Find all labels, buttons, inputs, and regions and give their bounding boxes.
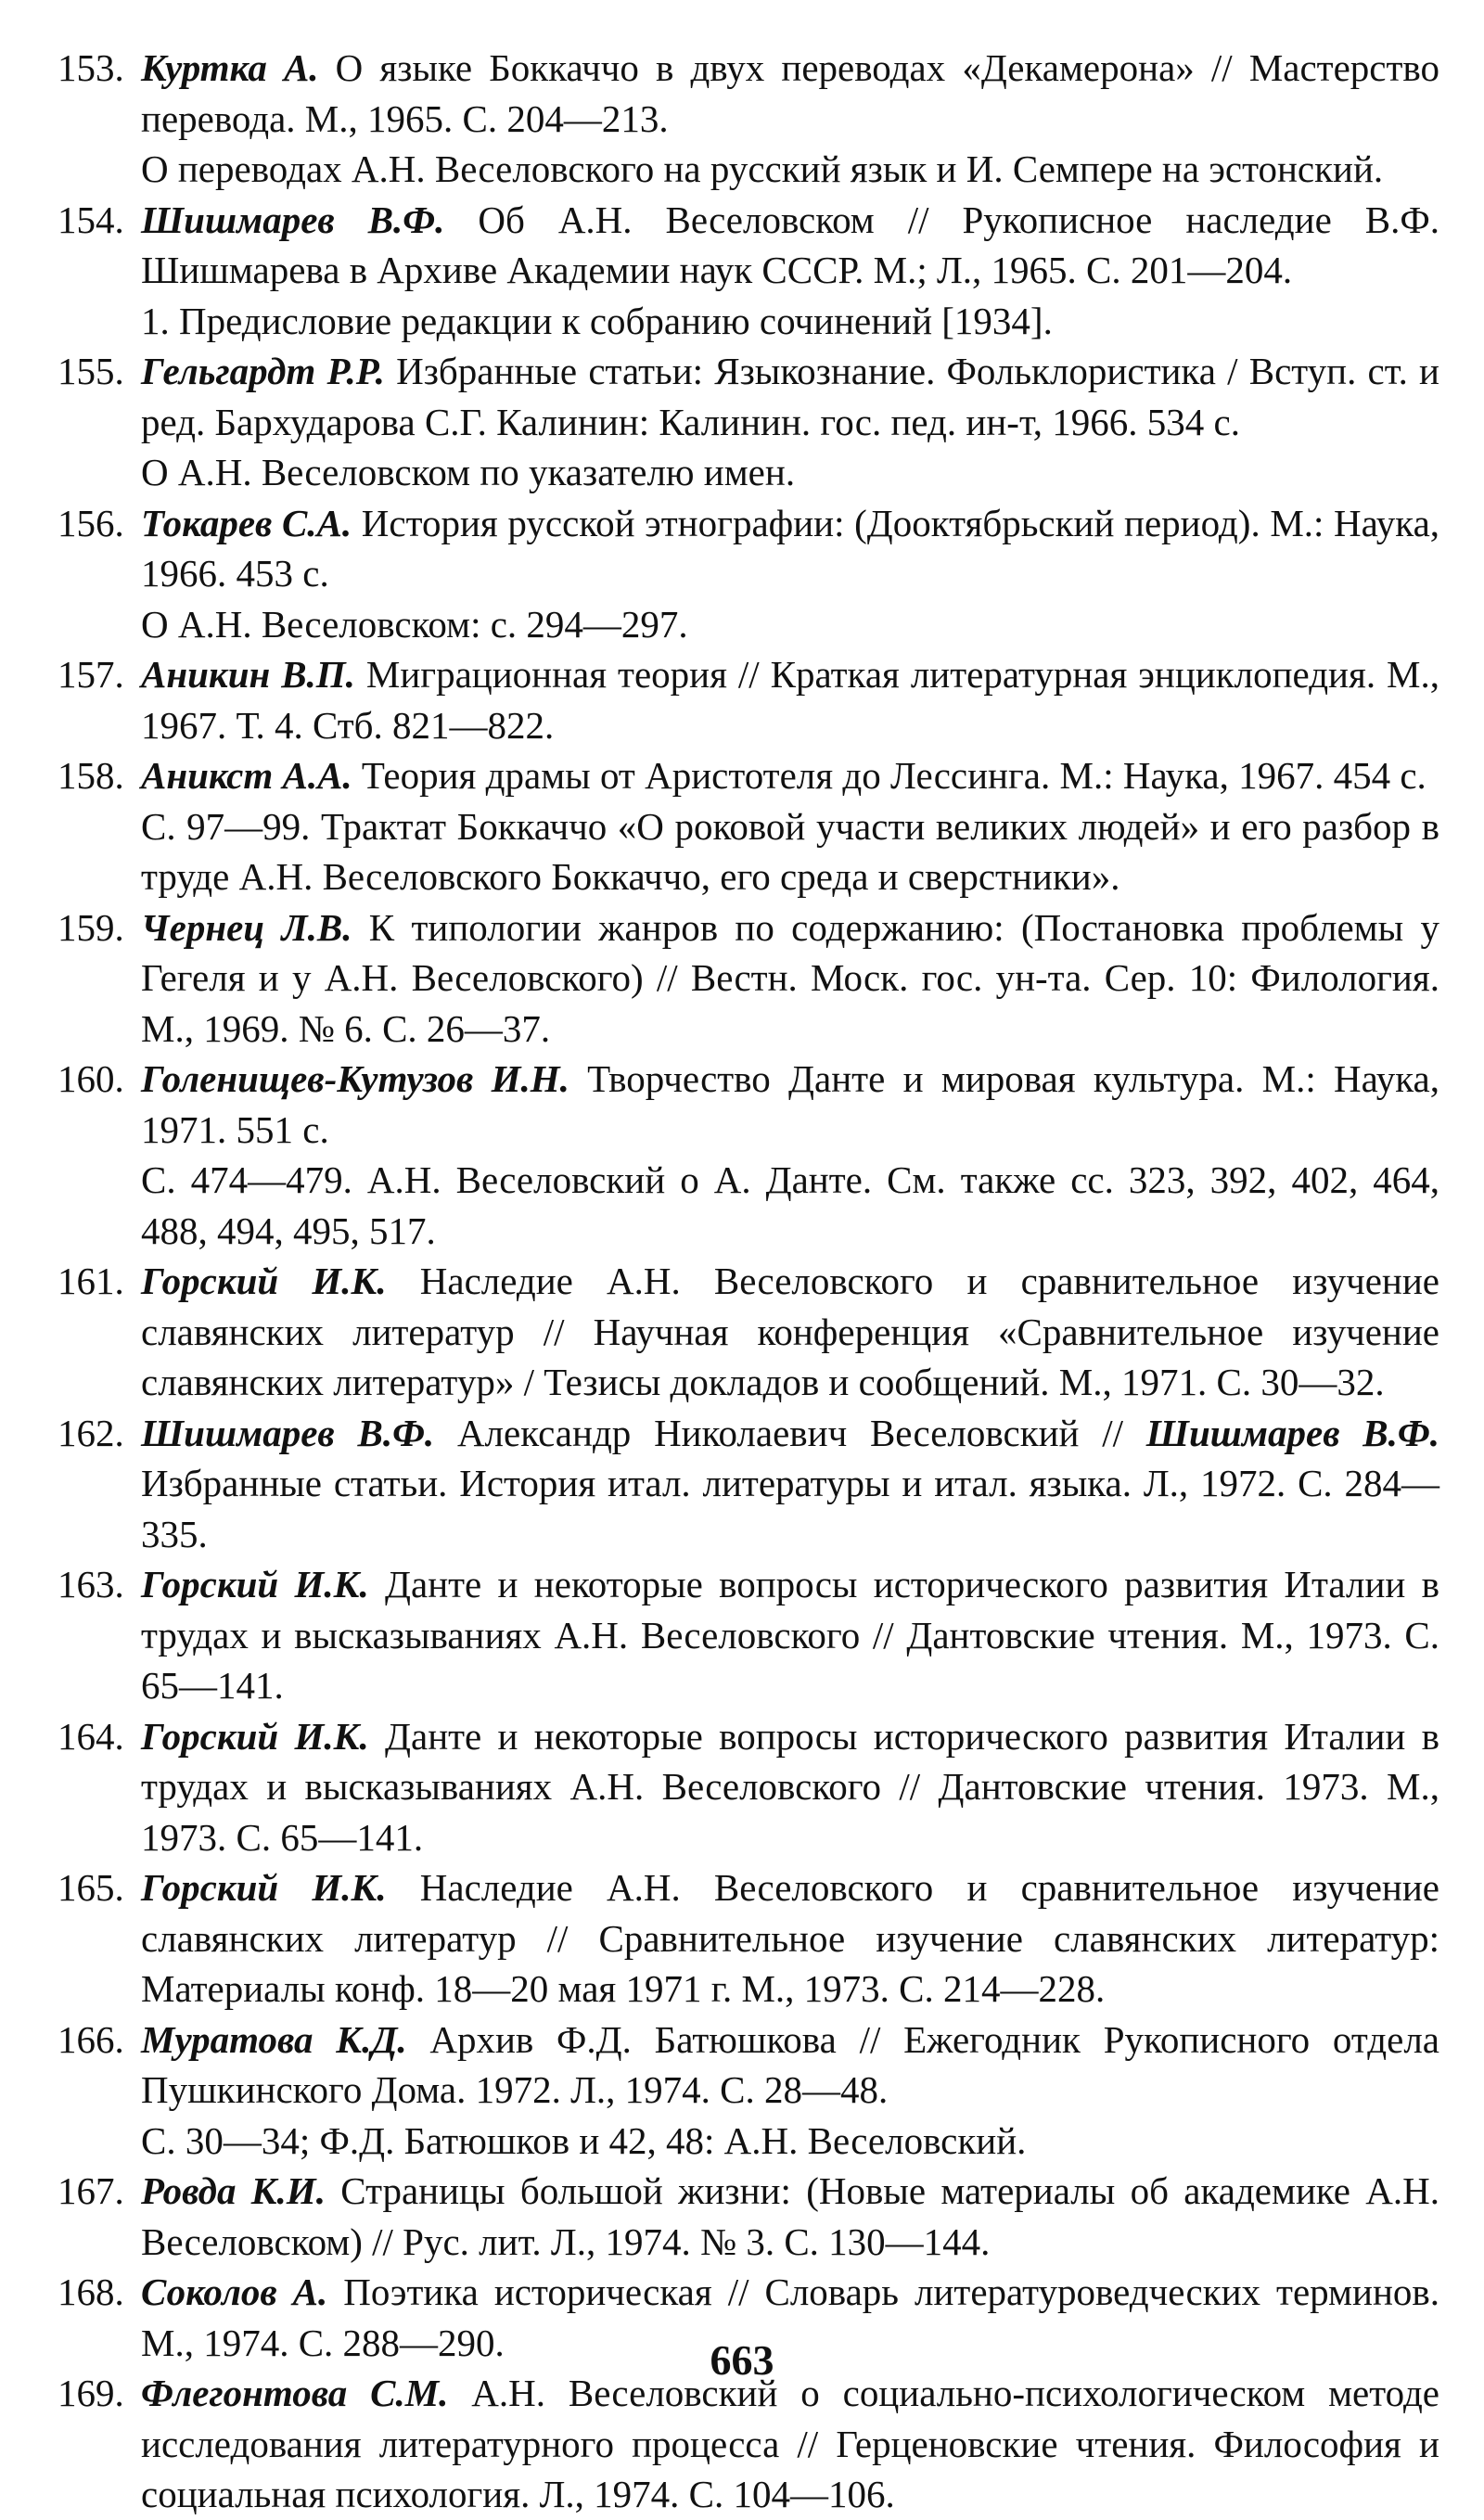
entry-number: 167. bbox=[58, 2169, 124, 2212]
entry-body bbox=[141, 653, 1439, 747]
entry-author: Аникин В.П. bbox=[141, 653, 355, 696]
entry-body bbox=[141, 1412, 1439, 1555]
entry-note: С. 474—479. А.Н. Веселовский о А. Данте. См. также сс. 323, 392, 402, 464, 488, 494, 495, 517. bbox=[141, 1158, 1439, 1252]
entry-text: О языке Боккаччо в двух переводах «Декамерона» // Мастерство перевода. М., 1965. С. 204—213. bbox=[141, 46, 1439, 140]
entry-body bbox=[141, 2372, 1439, 2515]
entry-note: О переводах А.Н. Веселовского на русский язык и И. Семпере на эстонский. bbox=[141, 147, 1384, 190]
bibliography-entry bbox=[58, 750, 1439, 902]
entry-author: Соколов А. bbox=[141, 2271, 328, 2313]
entry-body bbox=[141, 2169, 1439, 2263]
entry-number: 161. bbox=[58, 1260, 124, 1302]
entry-body bbox=[141, 1563, 1439, 1707]
entry-number: 166. bbox=[58, 2017, 124, 2061]
bibliography-entry bbox=[58, 2368, 1439, 2520]
entry-text: Миграционная теория // Краткая литературная энциклопедия. М., 1967. Т. 4. Стб. 821—822. bbox=[141, 653, 1439, 747]
entry-text: Александр Николаевич Веселовский // bbox=[434, 1411, 1146, 1454]
entry-body bbox=[141, 754, 1426, 797]
bibliography-page bbox=[58, 43, 1439, 2520]
entry-note: С. 97—99. Трактат Боккаччо «О роковой участи великих людей» и его разбор в труде А.Н. Веселовского Боккаччо, его среда и сверстники». bbox=[141, 804, 1439, 898]
bibliography-entry bbox=[58, 2015, 1439, 2167]
entry-body bbox=[141, 1057, 1439, 1151]
entry-author: Шишмарев В.Ф. bbox=[141, 1411, 435, 1454]
bibliography-entry bbox=[58, 902, 1439, 1055]
entry-author: Куртка А. bbox=[141, 46, 319, 89]
bibliography-entry bbox=[58, 498, 1439, 650]
bibliography-entry bbox=[58, 1711, 1439, 1863]
entry-body bbox=[141, 1715, 1439, 1859]
bibliography-entry bbox=[58, 43, 1439, 195]
entry-author: Горский И.К. bbox=[141, 1260, 387, 1302]
entry-body bbox=[141, 2018, 1439, 2112]
entry-author: Горский И.К. bbox=[141, 1714, 369, 1758]
entry-author: Муратова К.Д. bbox=[141, 2017, 407, 2061]
entry-text: Данте и некоторые вопросы исторического развития Италии в трудах и высказываниях А.Н. Веселовского // Дантовские чтения. 1973. М., 1973. С. 65—141. bbox=[141, 1714, 1439, 1859]
entry-text: Творчество Данте и мировая культура. М.: Наука, 1971. 551 с. bbox=[141, 1057, 1439, 1151]
entry-author: Горский И.К. bbox=[141, 1866, 387, 1909]
bibliography-list bbox=[58, 43, 1439, 2520]
entry-number: 163. bbox=[58, 1563, 124, 1605]
entry-text: Архив Ф.Д. Батюшкова // Ежегодник Рукописного отдела Пушкинского Дома. 1972. Л., 1974. С. 28—48. bbox=[141, 2017, 1439, 2111]
entry-number: 160. bbox=[58, 1057, 124, 1100]
entry-number: 155. bbox=[58, 350, 124, 392]
entry-author: Чернец Л.В. bbox=[141, 905, 352, 949]
bibliography-entry bbox=[58, 1054, 1439, 1256]
entry-note: 1. Предисловие редакции к собранию сочинений [1934]. bbox=[141, 299, 1053, 342]
entry-number: 164. bbox=[58, 1714, 124, 1758]
entry-text: Об А.Н. Веселовском // Рукописное наследие В.Ф. Шишмарева в Архиве Академии наук СССР. М.; Л., 1965. С. 201—204. bbox=[141, 198, 1439, 291]
entry-number: 156. bbox=[58, 501, 124, 544]
entry-number: 153. bbox=[58, 46, 124, 89]
bibliography-entry bbox=[58, 2166, 1439, 2267]
entry-author: Аникст А.А. bbox=[141, 754, 352, 797]
entry-number: 169. bbox=[58, 2372, 124, 2414]
entry-number: 154. bbox=[58, 198, 124, 241]
bibliography-entry bbox=[58, 195, 1439, 347]
entry-number: 165. bbox=[58, 1866, 124, 1909]
bibliography-entry bbox=[58, 649, 1439, 750]
entry-text: Наследие А.Н. Веселовского и сравнительное изучение славянских литератур // Научная конференция «Сравнительное изучение славянских литератур» / Тезисы докладов и сообщений. М., 1971. С. 30—32. bbox=[141, 1260, 1439, 1403]
entry-number: 159. bbox=[58, 905, 124, 949]
entry-author: Гельгардт Р.Р. bbox=[141, 350, 385, 392]
entry-text: Наследие А.Н. Веселовского и сравнительное изучение славянских литератур // Сравнительное изучение славянских литератур: Материалы конф. 18—20 мая 1971 г. М., 1973. С. 214—228. bbox=[141, 1866, 1439, 2010]
entry-text: История русской этнографии: (Дооктябрьский период). М.: Наука, 1966. 453 с. bbox=[141, 501, 1440, 595]
entry-body bbox=[141, 46, 1439, 140]
entry-text: К типологии жанров по содержанию: (Постановка проблемы у Гегеля и у А.Н. Веселовского) // Вестн. Моск. гос. ун-та. Сер. 10: Филология. М., 1969. № 6. С. 26—37. bbox=[141, 905, 1439, 1050]
bibliography-entry bbox=[58, 1408, 1439, 1560]
entry-number: 157. bbox=[58, 653, 124, 696]
entry-author: Шишмарев В.Ф. bbox=[141, 198, 445, 241]
entry-author: Горский И.К. bbox=[141, 1563, 369, 1605]
entry-note: О А.Н. Веселовском по указателю имен. bbox=[141, 451, 796, 493]
bibliography-entry bbox=[58, 1256, 1439, 1408]
entry-author: Токарев С.А. bbox=[141, 501, 352, 544]
entry-text: Избранные статьи. История итал. литературы и итал. языка. Л., 1972. С. 284—335. bbox=[141, 1462, 1439, 1555]
entry-body bbox=[141, 198, 1439, 292]
entry-author: Ровда К.И. bbox=[141, 2169, 326, 2212]
entry-text: Поэтика историческая // Словарь литературоведческих терминов. М., 1974. С. 288—290. bbox=[141, 2271, 1439, 2364]
entry-number: 162. bbox=[58, 1411, 124, 1454]
entry-body bbox=[141, 906, 1439, 1050]
entry-author: Флегонтова С.М. bbox=[141, 2372, 449, 2414]
entry-body bbox=[141, 502, 1439, 595]
bibliography-entry bbox=[58, 1559, 1439, 1711]
entry-number: 158. bbox=[58, 754, 124, 797]
page-number: 663 bbox=[710, 2336, 774, 2384]
entry-note: С. 30—34; Ф.Д. Батюшков и 42, 48: А.Н. Веселовский. bbox=[141, 2118, 1027, 2162]
entry-text: Данте и некоторые вопросы исторического развития Италии в трудах и высказываниях А.Н. Веселовского // Дантовские чтения. М., 1973. С. 65—141. bbox=[141, 1563, 1439, 1707]
entry-body bbox=[141, 350, 1439, 443]
entry-body bbox=[141, 1260, 1439, 1403]
entry-text: Теория драмы от Аристотеля до Лессинга. М.: Наука, 1967. 454 с. bbox=[352, 754, 1426, 797]
entry-number: 168. bbox=[58, 2271, 124, 2313]
bibliography-entry bbox=[58, 346, 1439, 498]
entry-note: О А.Н. Веселовском: с. 294—297. bbox=[141, 602, 688, 646]
entry-body bbox=[141, 1866, 1439, 2010]
entry-author: Голенищев-Кутузов И.Н. bbox=[141, 1057, 569, 1100]
entry-author: Шишмарев В.Ф. bbox=[1145, 1411, 1439, 1454]
bibliography-entry bbox=[58, 1862, 1439, 2015]
entry-text: Избранные статьи: Языкознание. Фольклористика / Вступ. ст. и ред. Бархударова С.Г. Калинин: Калинин. гос. пед. ин-т, 1966. 534 с. bbox=[141, 350, 1439, 443]
entry-text: А.Н. Веселовский о социально-психологическом методе исследования литературного процесса // Герценовские чтения. Философия и социальная психология. Л., 1974. С. 104—106. bbox=[141, 2372, 1439, 2515]
entry-text: Страницы большой жизни: (Новые материалы об академике А.Н. Веселовском) // Рус. лит. Л., 1974. № 3. С. 130—144. bbox=[141, 2169, 1440, 2263]
